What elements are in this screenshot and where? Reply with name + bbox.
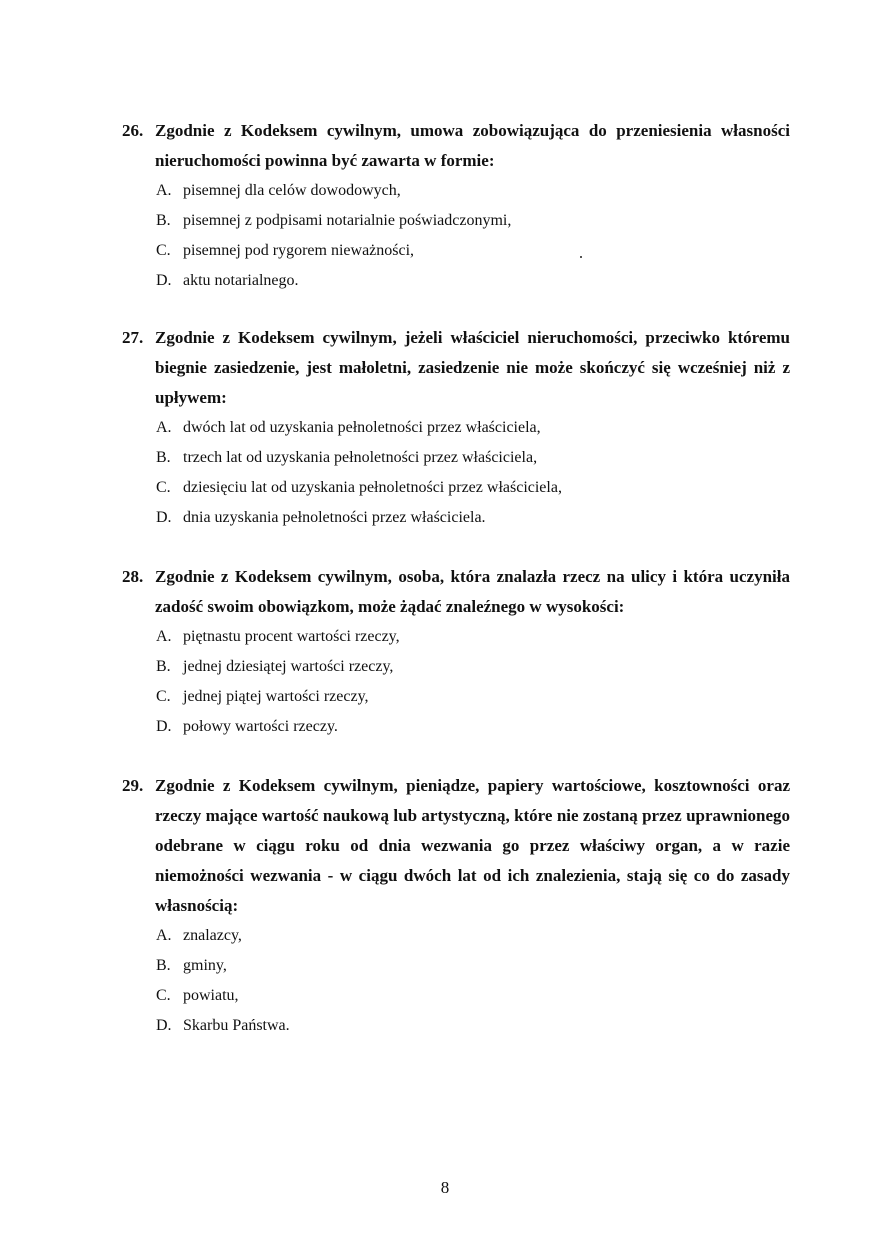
answer-options [122, 413, 790, 533]
answer-option-b [156, 951, 790, 981]
option-text: jednej piątej wartości rzeczy, [183, 688, 369, 705]
option-text: dziesięciu lat od uzyskania pełnoletności przez właściciela, [183, 479, 562, 496]
answer-option-a [156, 413, 790, 443]
option-text: trzech lat od uzyskania pełnoletności przez właściciela, [183, 449, 538, 466]
question-stem [122, 323, 790, 413]
option-letter: B. [156, 957, 171, 974]
option-letter: D. [156, 272, 172, 289]
answer-option-b [156, 443, 790, 473]
option-letter: A. [156, 182, 172, 199]
option-text: jednej dziesiątej wartości rzeczy, [183, 658, 394, 675]
question-stem [122, 116, 790, 176]
option-letter: B. [156, 658, 171, 675]
option-text: pisemnej z podpisami notarialnie poświadczonymi, [183, 212, 512, 229]
answer-option-d [156, 266, 790, 296]
option-letter: B. [156, 449, 171, 466]
page-number: 8 [440, 1178, 450, 1197]
option-text: znalazcy, [183, 927, 242, 944]
option-text: gminy, [183, 957, 227, 974]
option-text: Skarbu Państwa. [183, 1017, 290, 1034]
question-stem [122, 562, 790, 622]
question-number: 28. [122, 567, 144, 586]
question-number: 26. [122, 121, 144, 140]
option-letter: A. [156, 628, 172, 645]
answer-option-d [156, 1011, 790, 1041]
question-text: Zgodnie z Kodeksem cywilnym, umowa zobowiązująca do przeniesienia własności nieruchomości powinna być zawarta w formie: [155, 121, 790, 170]
option-text: aktu notarialnego. [183, 272, 299, 289]
answer-option-d [156, 712, 790, 742]
option-letter: C. [156, 242, 171, 259]
answer-options [122, 921, 790, 1041]
option-letter: C. [156, 688, 171, 705]
answer-option-b [156, 652, 790, 682]
answer-options [122, 622, 790, 742]
option-letter: A. [156, 927, 172, 944]
answer-option-c [156, 473, 790, 503]
answer-option-c [156, 682, 790, 712]
answer-options [122, 176, 790, 296]
option-text: piętnastu procent wartości rzeczy, [183, 628, 400, 645]
question-text: Zgodnie z Kodeksem cywilnym, osoba, która znalazła rzecz na ulicy i która uczyniła zadość swoim obowiązkom, może żądać znaleźnego w wysokości: [155, 567, 790, 616]
question-text: Zgodnie z Kodeksem cywilnym, pieniądze, papiery wartościowe, kosztowności oraz rzeczy mające wartość naukową lub artystyczną, które nie zostaną przez uprawnionego odebrane w ciągu roku od dnia wezwania go przez właściwy organ, a w razie niemożności wezwania - w ciągu dwóch lat od ich znalezienia, stają się co do zasady własnością: [155, 776, 790, 915]
option-letter: A. [156, 419, 172, 436]
option-text: pisemnej dla celów dowodowych, [183, 182, 401, 199]
scan-speck [580, 256, 582, 258]
option-letter: D. [156, 509, 172, 526]
question-number: 27. [122, 328, 144, 347]
option-letter: D. [156, 718, 172, 735]
question-stem [122, 771, 790, 921]
option-letter: C. [156, 987, 171, 1004]
answer-option-a [156, 921, 790, 951]
answer-option-a [156, 622, 790, 652]
option-text: powiatu, [183, 987, 239, 1004]
question-text: Zgodnie z Kodeksem cywilnym, jeżeli właściciel nieruchomości, przeciwko któremu biegnie zasiedzenie, jest małoletni, zasiedzenie nie może skończyć się wcześniej niż z upływem: [155, 328, 790, 407]
question-29 [122, 771, 790, 1041]
option-text: połowy wartości rzeczy. [183, 718, 338, 735]
answer-option-c [156, 236, 790, 266]
option-text: pisemnej pod rygorem nieważności, [183, 242, 415, 259]
option-letter: C. [156, 479, 171, 496]
answer-option-d [156, 503, 790, 533]
question-28 [122, 562, 790, 742]
option-letter: B. [156, 212, 171, 229]
answer-option-c [156, 981, 790, 1011]
option-letter: D. [156, 1017, 172, 1034]
option-text: dnia uzyskania pełnoletności przez właściciela. [183, 509, 486, 526]
option-text: dwóch lat od uzyskania pełnoletności przez właściciela, [183, 419, 541, 436]
question-27 [122, 323, 790, 533]
answer-option-a [156, 176, 790, 206]
question-number: 29. [122, 776, 144, 795]
question-26 [122, 116, 790, 296]
answer-option-b [156, 206, 790, 236]
